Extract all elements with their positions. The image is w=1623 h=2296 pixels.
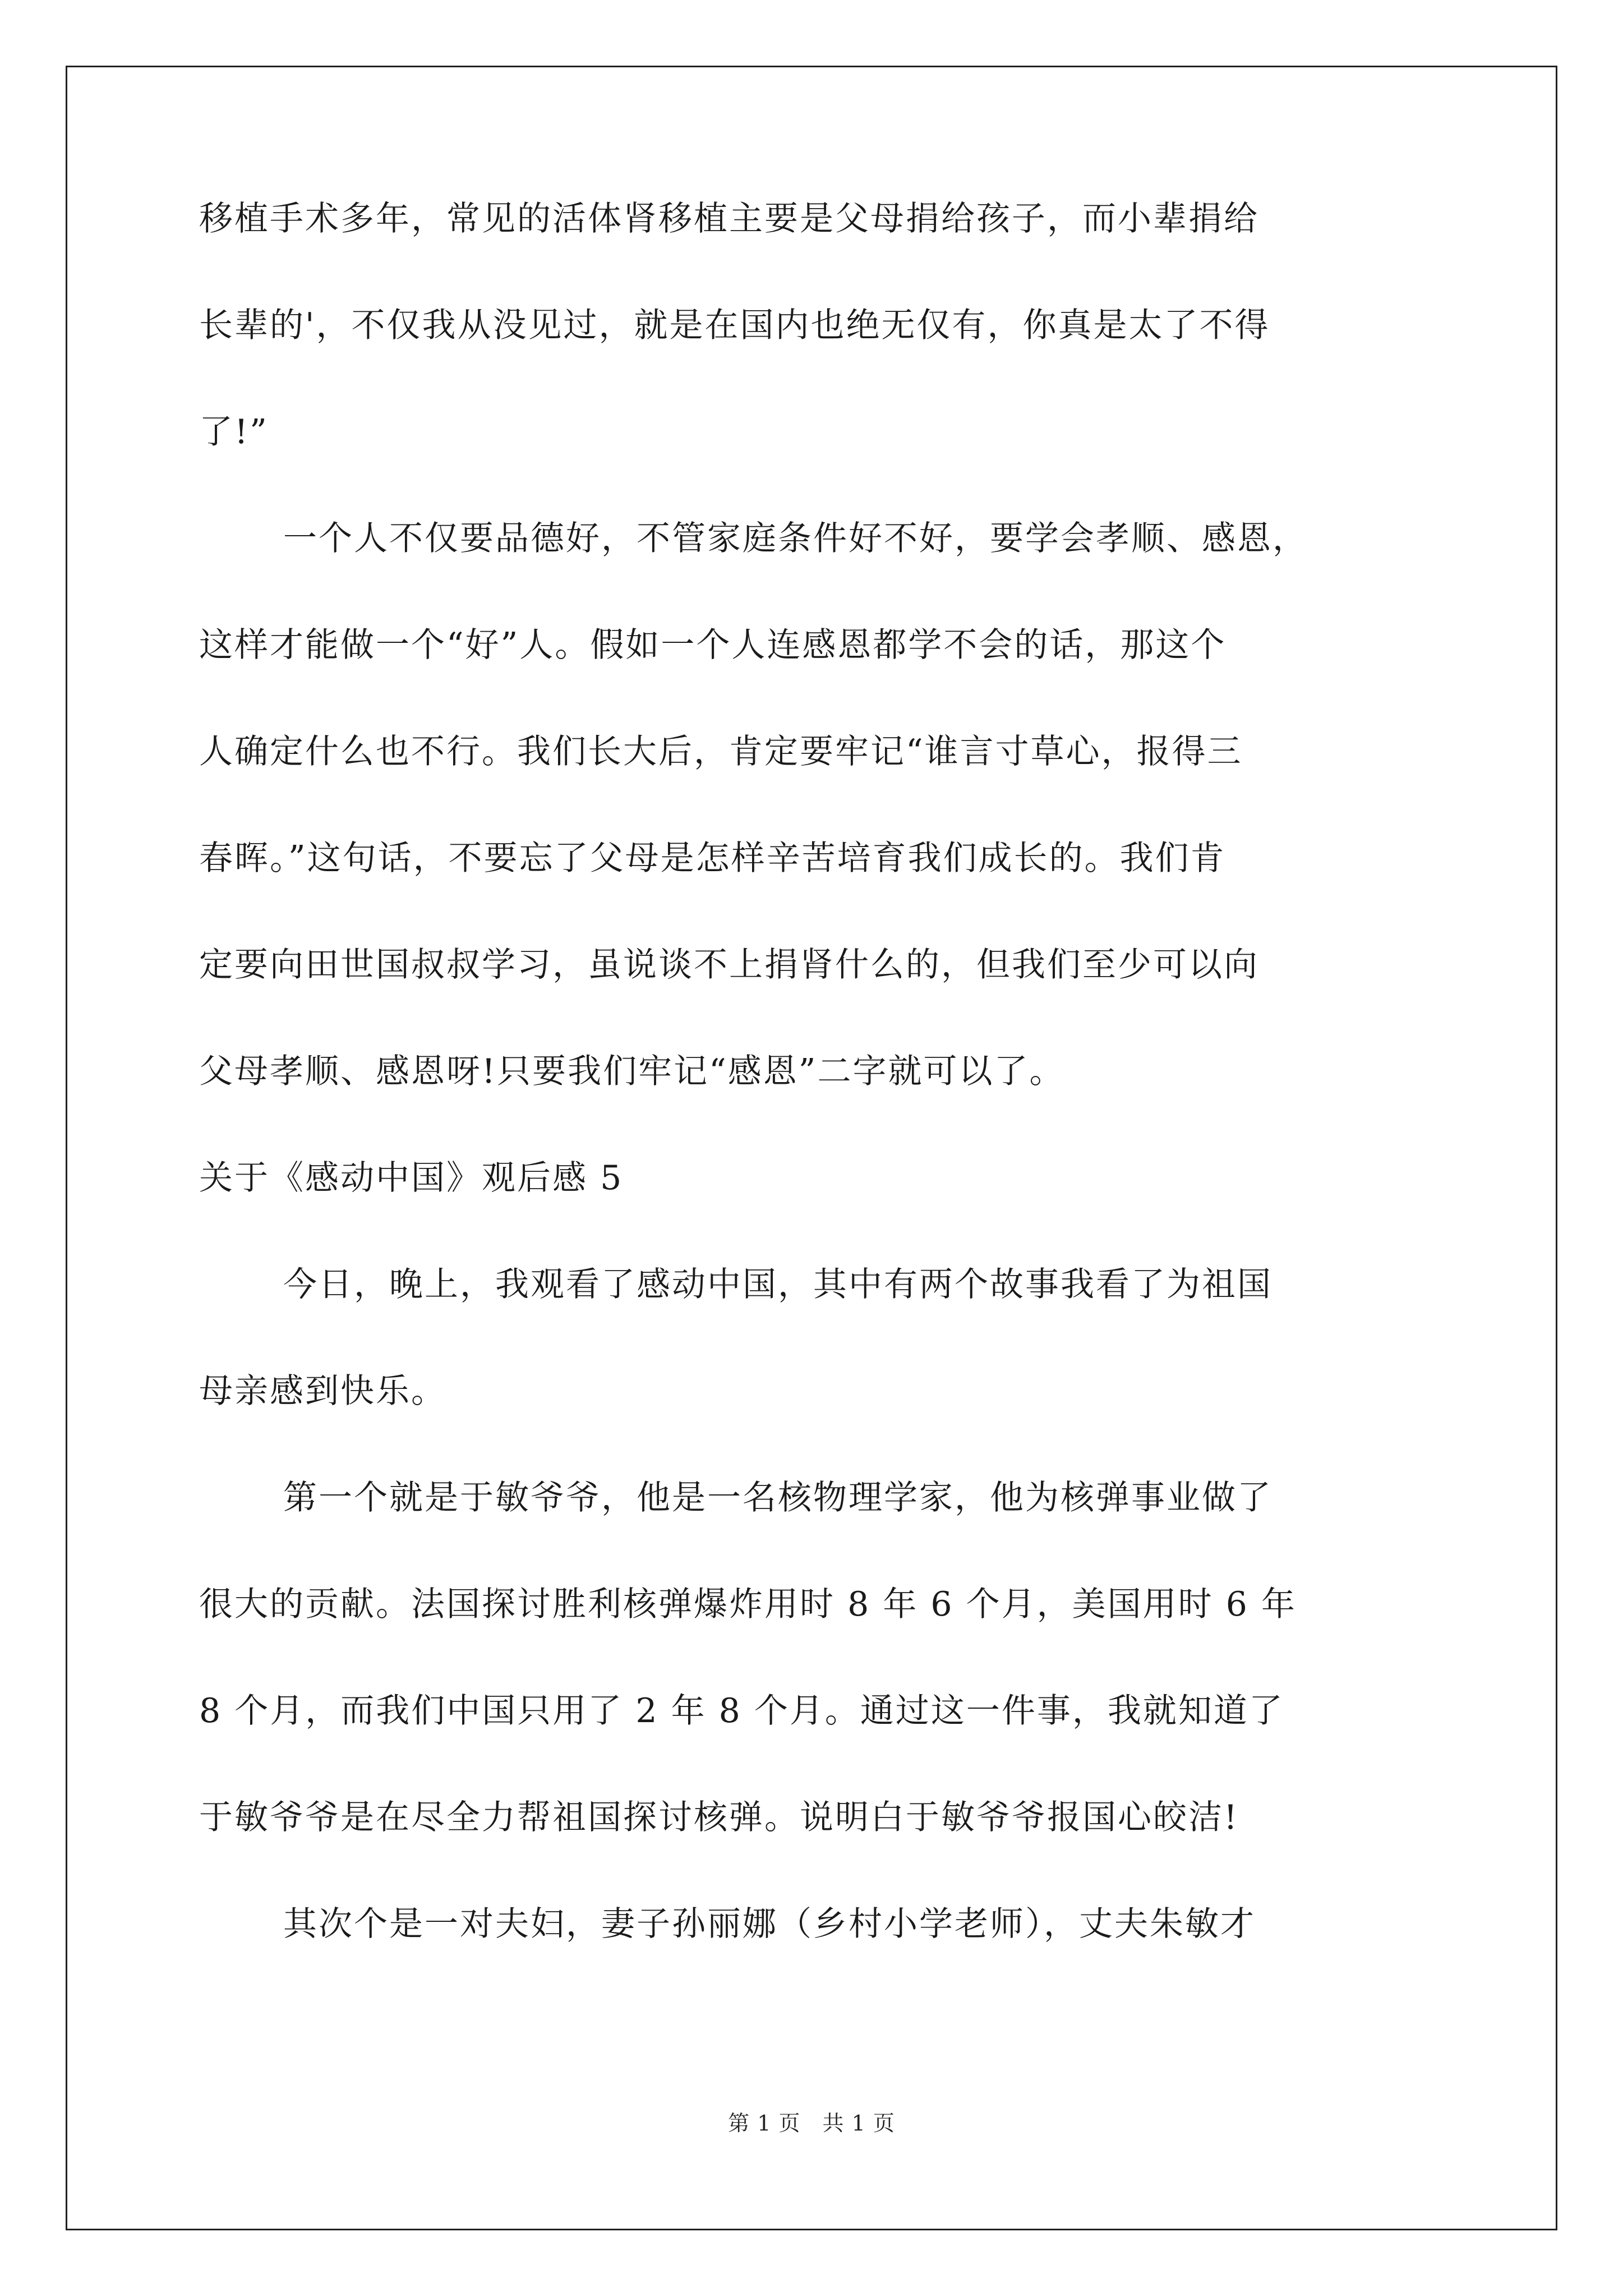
text-line: 于敏爷爷是在尽全力帮祖国探讨核弹。说明白于敏爷爷报国心皎洁! (199, 1798, 1239, 1837)
text-line: 很大的贡献。法国探讨胜利核弹爆炸用时 8 年 6 个月，美国用时 6 年 (199, 1585, 1297, 1624)
paragraph-first-line: 今日，晚上，我观看了感动中国，其中有两个故事我看了为祖国 (283, 1265, 1272, 1304)
text-line: 母亲感到快乐。 (199, 1372, 446, 1411)
paragraph-first-line: 第一个就是于敏爷爷，他是一名核物理学家，他为核弹事业做了 (283, 1478, 1272, 1517)
text-line: 定要向田世国叔叔学习，虽说谈不上捐肾什么的，但我们至少可以向 (199, 945, 1259, 984)
paragraph-first-line: 其次个是一对夫妇，妻子孙丽娜（乡村小学老师），丈夫朱敏才 (283, 1904, 1256, 1944)
text-line: 长辈的'，不仅我从没见过，就是在国内也绝无仅有，你真是太了不得 (199, 306, 1270, 345)
text-line: 移植手术多年，常见的活体肾移植主要是父母捐给孩子，而小辈捐给 (199, 199, 1259, 238)
text-line: 了!” (199, 412, 269, 452)
text-line: 8 个月，而我们中国只用了 2 年 8 个月。通过这一件事，我就知道了 (199, 1691, 1284, 1731)
text-line: 父母孝顺、感恩呀!只要我们牢记“感恩”二字就可以了。 (199, 1052, 1065, 1091)
text-line: 这样才能做一个“好”人。假如一个人连感恩都学不会的话，那这个 (199, 625, 1227, 665)
text-line: 春晖。”这句话，不要忘了父母是怎样辛苦培育我们成长的。我们肯 (199, 839, 1226, 878)
page-footer: 第 1 页 共 1 页 (728, 2111, 895, 2136)
text-line: 人确定什么也不行。我们长大后，肯定要牢记“谁言寸草心，报得三 (199, 732, 1243, 771)
paragraph-first-line: 一个人不仅要品德好，不管家庭条件好不好，要学会孝顺、感恩， (283, 519, 1308, 558)
section-heading: 关于《感动中国》观后感 5 (199, 1158, 624, 1198)
